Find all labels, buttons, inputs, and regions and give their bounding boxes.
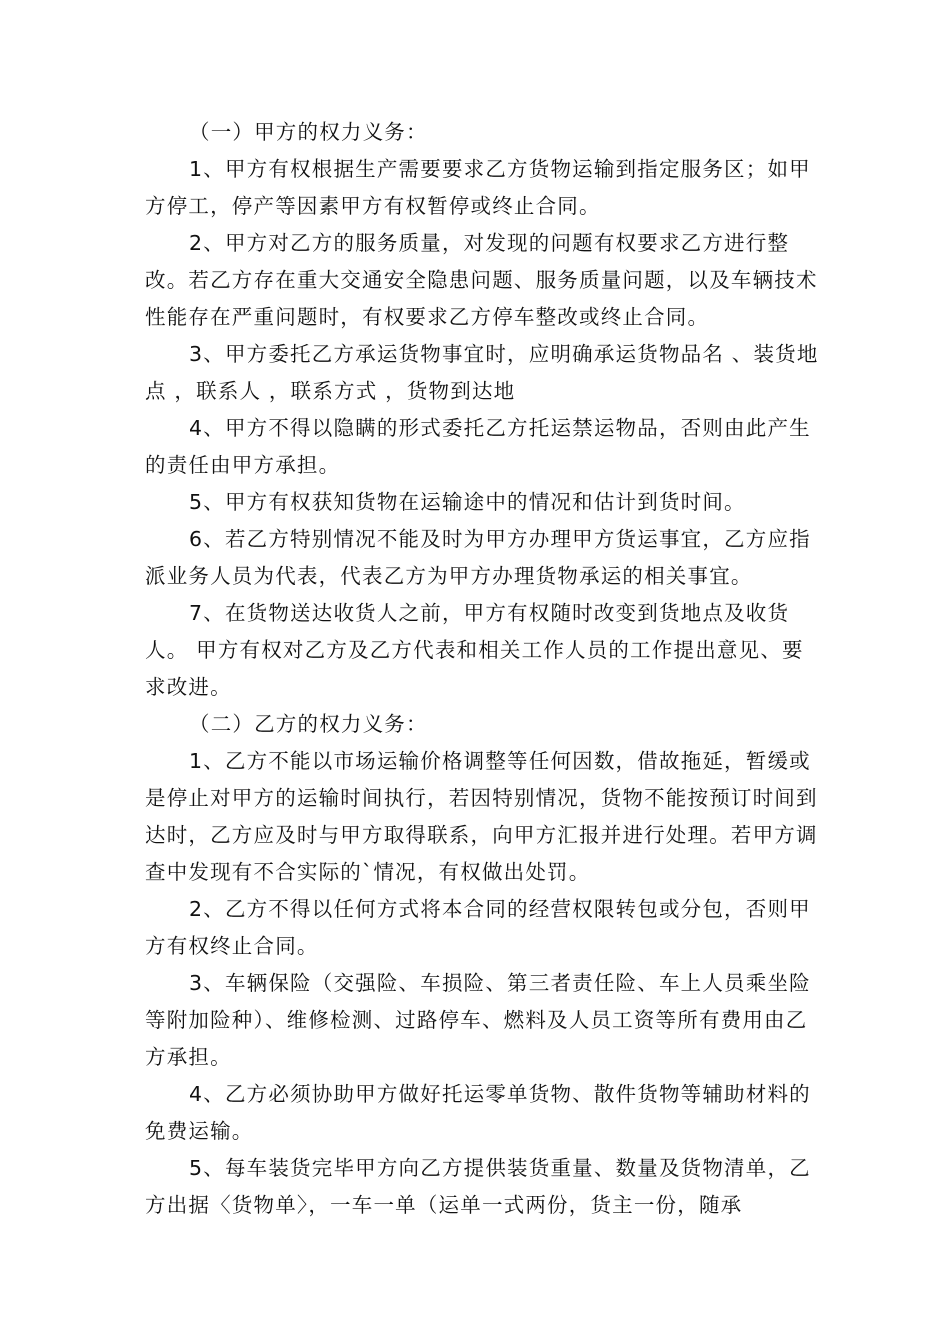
party-b-clause-1: 1、乙方不能以市场运输价格调整等任何因数，借故拖延，暂缓或是停止对甲方的运输时间执行，若因特别情况，货物不能按预订时间到达时，乙方应及时与甲方取得联系，向甲方汇报并进行处理。若甲方调查中发现有不合实际的`情况，有权做出处罚。 (145, 749, 818, 884)
section-heading-party-a: （一）甲方的权力义务： (189, 120, 428, 144)
party-a-clause-5: 5、甲方有权获知货物在运输途中的情况和估计到货时间。 (189, 490, 746, 514)
section-heading-party-b: （二）乙方的权力义务： (189, 712, 428, 736)
party-a-clause-1: 1、甲方有权根据生产需要要求乙方货物运输到指定服务区；如甲方停工，停产等因素甲方有权暂停或终止合同。 (145, 157, 811, 218)
party-a-clause-2: 2、甲方对乙方的服务质量，对发现的问题有权要求乙方进行整改。若乙方存在重大交通安全隐患问题、服务质量问题，以及车辆技术性能存在严重问题时，有权要求乙方停车整改或终止合同。 (145, 231, 818, 329)
party-a-clause-7: 7、在货物送达收货人之前，甲方有权随时改变到货地点及收货人。 甲方有权对乙方及乙方代表和相关工作人员的工作提出意见、要求改进。 (145, 601, 804, 699)
document-body (145, 114, 825, 1224)
party-a-clause-4: 4、甲方不得以隐瞒的形式委托乙方托运禁运物品，否则由此产生的责任由甲方承担。 (145, 416, 811, 477)
party-b-clause-5: 5、每车装货完毕甲方向乙方提供装货重量、数量及货物清单，乙方出据〈货物单〉，一车一单（运单一式两份，货主一份，随承 (145, 1156, 811, 1217)
party-b-clause-4: 4、乙方必须协助甲方做好托运零单货物、散件货物等辅助材料的免费运输。 (145, 1082, 811, 1143)
party-b-clause-2: 2、乙方不得以任何方式将本合同的经营权限转包或分包，否则甲方有权终止合同。 (145, 897, 811, 958)
party-a-clause-6: 6、若乙方特别情况不能及时为甲方办理甲方货运事宜，乙方应指派业务人员为代表，代表乙方为甲方办理货物承运的相关事宜。 (145, 527, 811, 588)
party-a-clause-3: 3、甲方委托乙方承运货物事宜时，应明确承运货物品名 、装货地点 ，联系人 ，联系方式 ，货物到达地 (145, 342, 819, 403)
party-b-clause-3: 3、车辆保险（交强险、车损险、第三者责任险、车上人员乘坐险等附加险种）、维修检测、过路停车、燃料及人员工资等所有费用由乙方承担。 (145, 971, 811, 1069)
